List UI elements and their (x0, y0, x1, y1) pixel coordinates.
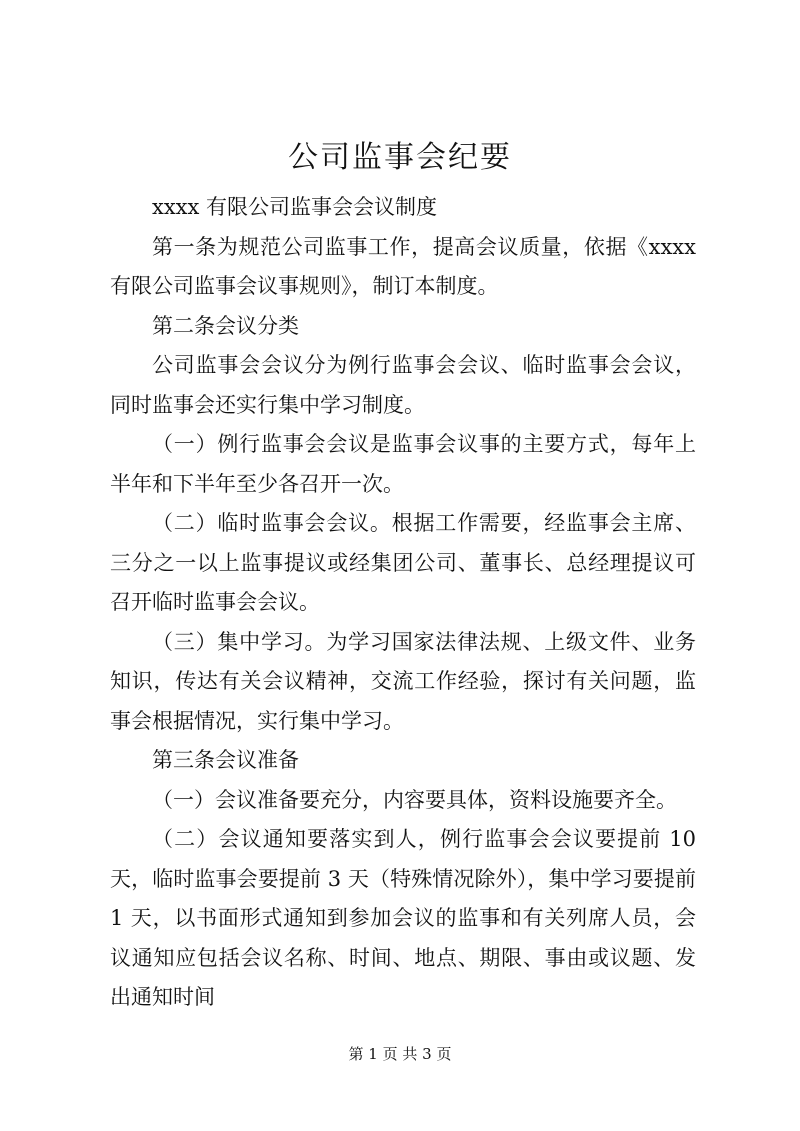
paragraph-article-1: 第一条为规范公司监事工作，提高会议质量，依据《xxxx 有限公司监事会议事规则》，制订本制度。 (110, 234, 696, 298)
paragraph-prep-item-1: （一）会议准备要充分，内容要具体，资料设施要齐全。 (152, 787, 677, 812)
paragraph-item-1: （一）例行监事会会议是监事会议事的主要方式，每年上半年和下半年至少各召开一次。 (110, 432, 696, 496)
document-body (110, 188, 696, 1018)
paragraph-meeting-types: 公司监事会会议分为例行监事会会议、临时监事会会议，同时监事会还实行集中学习制度。 (110, 353, 696, 417)
paragraph-article-3-heading: 第三条会议准备 (152, 748, 299, 772)
paragraph-subtitle: xxxx 有限公司监事会会议制度 (152, 195, 438, 219)
paragraph-prep-item-2: （二）会议通知要落实到人，例行监事会会议要提前 10 天，临时监事会要提前 3 天（特殊情况除外），集中学习要提前 1 天，以书面形式通知到参加会议的监事和有关列席人员，会议通知应包括会议名称、时间、地点、期限、事由或议题、发出通知时间 (110, 827, 696, 1009)
page-number-footer: 第 1 页 共 3 页 (348, 1045, 452, 1063)
paragraph-item-2: （二）临时监事会会议。根据工作需要，经监事会主席、三分之一以上监事提议或经集团公司、董事长、总经理提议可召开临时监事会会议。 (110, 511, 696, 614)
paragraph-article-2-heading: 第二条会议分类 (152, 313, 299, 338)
paragraph-item-3: （三）集中学习。为学习国家法律法规、上级文件、业务知识，传达有关会议精神，交流工作经验，探讨有关问题，监事会根据情况，实行集中学习。 (110, 629, 696, 733)
document-title: 公司监事会纪要 (288, 140, 512, 175)
